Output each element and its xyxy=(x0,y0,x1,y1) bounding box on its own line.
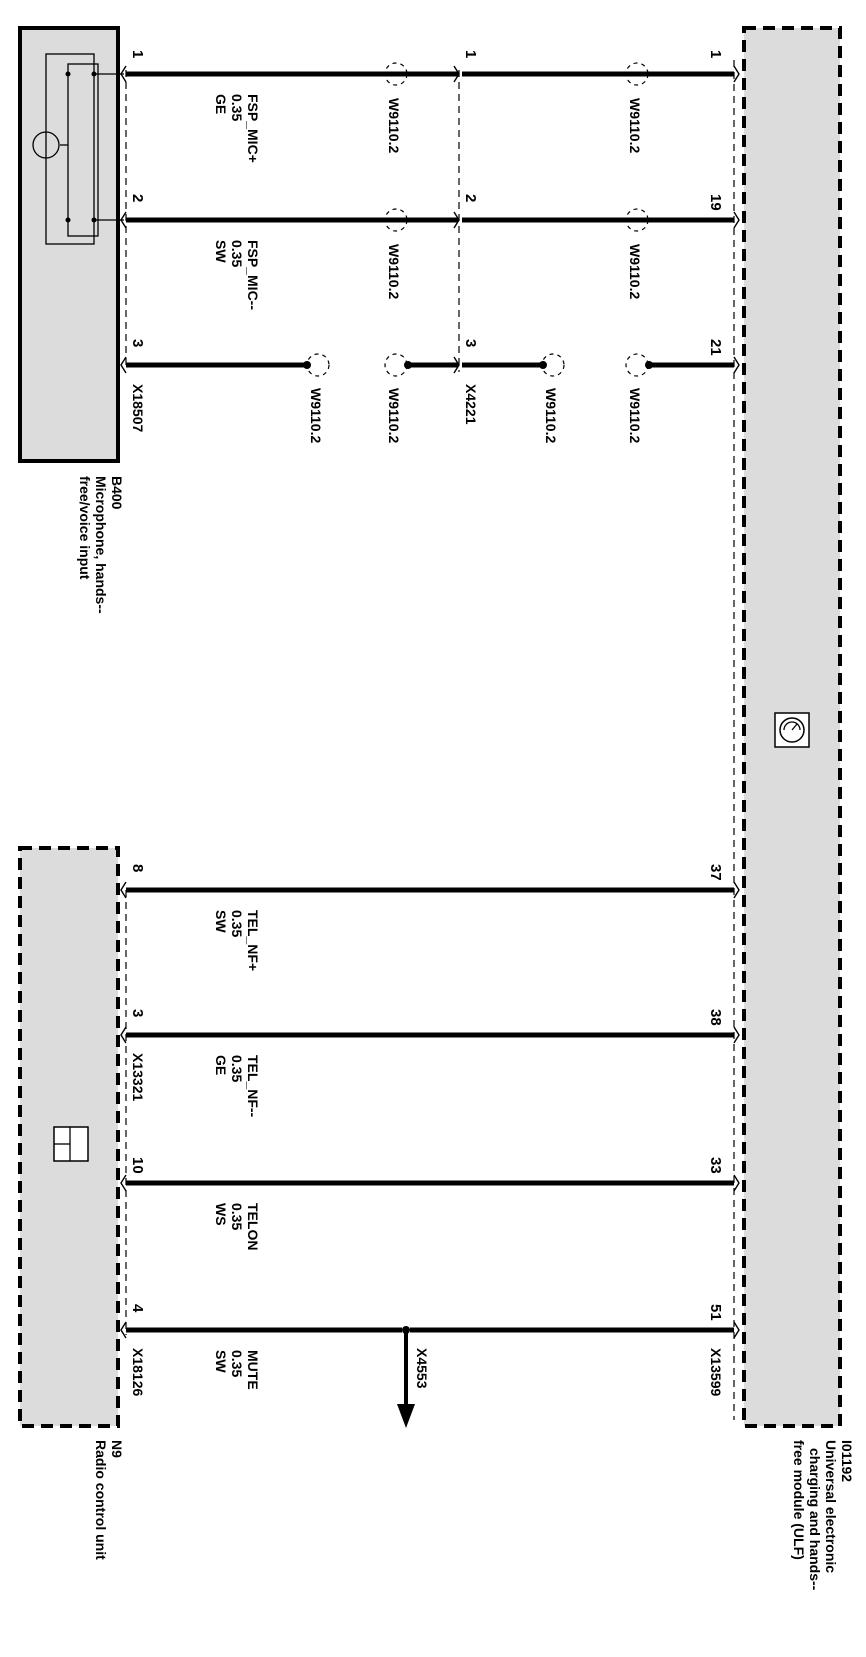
pin-label: 3 xyxy=(462,339,479,348)
wire-signal: FSP_MIC+ xyxy=(245,94,261,163)
pin-label: 38 xyxy=(707,1009,724,1026)
wire-signal: TEL_NF-- xyxy=(245,1055,261,1118)
pin-label: 8 xyxy=(129,864,146,873)
shield-label: W9110.2 xyxy=(627,98,643,154)
shield-label: W9110.2 xyxy=(543,388,559,444)
branch-connector-label: X4553 xyxy=(414,1348,430,1389)
pin-label: 1 xyxy=(707,50,724,59)
pin-label: 4 xyxy=(129,1304,146,1313)
wire-gauge: 0.35 xyxy=(229,94,245,122)
wire-color: SW xyxy=(213,240,229,263)
wire-signal: TELON xyxy=(245,1203,261,1251)
wire-gauge: 0.35 xyxy=(229,910,245,938)
pin-label: 10 xyxy=(129,1157,146,1174)
pin-label: 51 xyxy=(707,1304,724,1321)
branch-arrow xyxy=(397,1326,415,1428)
ulf-name-line: Universal electronic xyxy=(823,1440,839,1574)
wire-gauge: 0.35 xyxy=(229,1350,245,1378)
pin-label: 2 xyxy=(129,194,146,203)
pin-label: 2 xyxy=(462,194,479,203)
shield-label: W9110.2 xyxy=(627,244,643,300)
pin-label: 3 xyxy=(129,339,146,348)
shield-label: W9110.2 xyxy=(386,244,402,300)
wire-gauge: 0.35 xyxy=(229,240,245,268)
pin-label: 1 xyxy=(129,50,146,59)
wire-gauge: 0.35 xyxy=(229,1055,245,1083)
radio-symbol-icon xyxy=(54,1127,88,1161)
shield-label: W9110.2 xyxy=(386,388,402,444)
connector-label: X4221 xyxy=(463,384,479,425)
ulf-name-line: free module (ULF) xyxy=(791,1440,807,1560)
wire-color: GE xyxy=(213,94,229,115)
connector-label: X18126 xyxy=(130,1348,146,1397)
pin-label: 1 xyxy=(462,50,479,59)
connector-label: X18507 xyxy=(130,384,146,433)
wire-color: SW xyxy=(213,910,229,933)
connector-label: X13321 xyxy=(130,1053,146,1102)
ulf-id: I01192 xyxy=(839,1440,855,1483)
wire-signal: TEL_NF+ xyxy=(245,910,261,972)
microphone-name-line: free/voice input xyxy=(77,476,93,580)
pin-label: 21 xyxy=(707,339,724,356)
microphone-id: B400 xyxy=(109,476,125,510)
wire-color: GE xyxy=(213,1055,229,1076)
radio-name-line: Radio control unit xyxy=(93,1440,109,1560)
pin-label: 37 xyxy=(707,864,724,881)
wire-color: WS xyxy=(213,1203,229,1226)
wire-gauge: 0.35 xyxy=(229,1203,245,1231)
shield-label: W9110.2 xyxy=(386,98,402,154)
shield-label: W9110.2 xyxy=(627,388,643,444)
wire-signal: FSP_MIC-- xyxy=(245,240,261,310)
ulf-name-line: charging and hands-- xyxy=(807,1448,823,1591)
microphone-name-line: Microphone, hands-- xyxy=(93,476,109,614)
module-symbol-icon xyxy=(775,713,809,747)
wire-color: SW xyxy=(213,1350,229,1373)
diagram-labels xyxy=(77,50,855,1591)
wire-signal: MUTE xyxy=(245,1350,261,1390)
pin-label: 19 xyxy=(707,194,724,211)
radio-id: N9 xyxy=(109,1440,125,1458)
shield-label: W9110.2 xyxy=(308,388,324,444)
pin-label: 3 xyxy=(129,1009,146,1018)
connector-label: X13599 xyxy=(708,1348,724,1397)
pin-label: 33 xyxy=(707,1157,724,1174)
